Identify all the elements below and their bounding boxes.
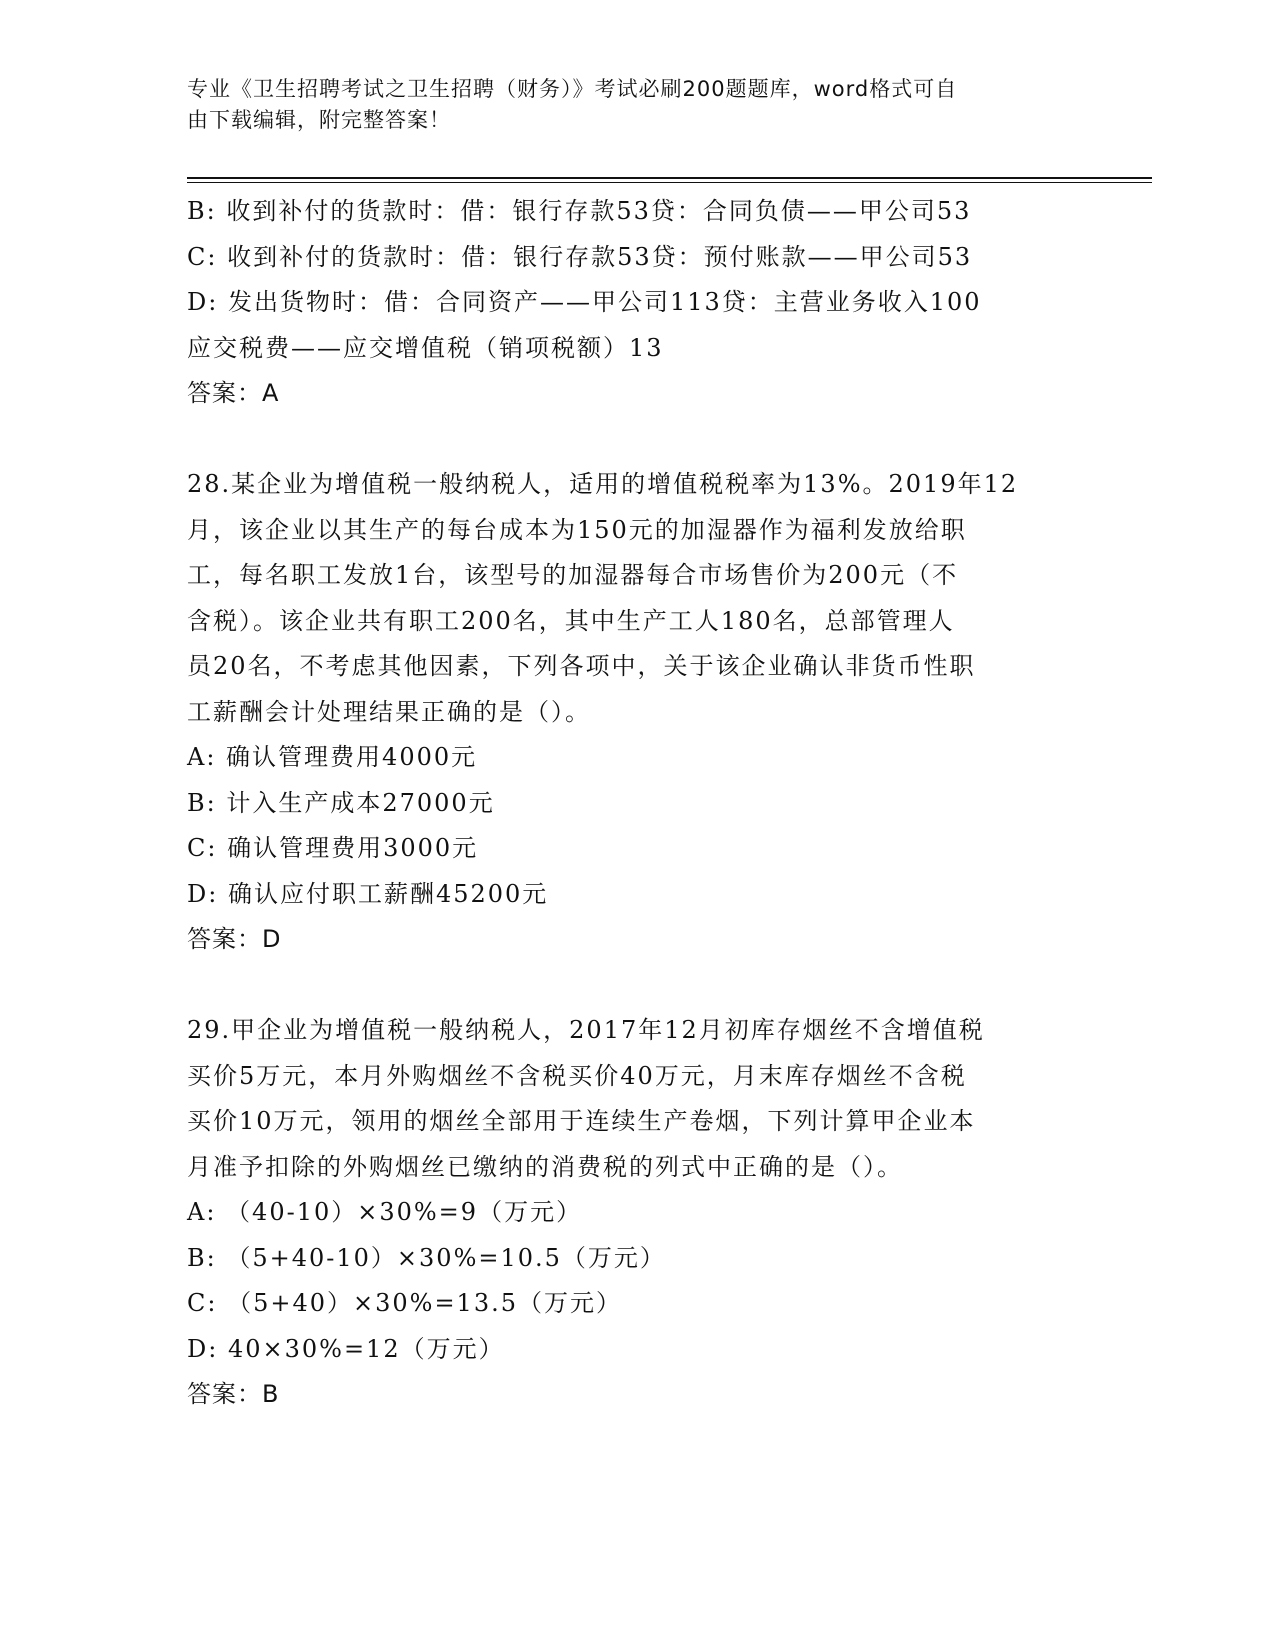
option-b: B: 收到补付的货款时：借：银行存款53贷：合同负债——甲公司53 bbox=[187, 197, 972, 225]
question-text-line: 月，该企业以其生产的每台成本为150元的加湿器作为福利发放给职 bbox=[187, 515, 967, 544]
spacer bbox=[187, 963, 1087, 1009]
question-text-line: 买价10万元，领用的烟丝全部用于连续生产卷烟，下列计算甲企业本 bbox=[187, 1107, 976, 1135]
answer-label: 答案：D bbox=[187, 925, 282, 953]
option-c: C: （5+40）×30%=13.5（万元） bbox=[187, 1289, 622, 1317]
question-text-line: 买价5万元，本月外购烟丝不含税买价40万元，月末库存烟丝不含税 bbox=[187, 1061, 967, 1090]
header-line-1: 专业《卫生招聘考试之卫生招聘（财务）》考试必刷200题题库，word格式可自 bbox=[187, 77, 958, 101]
question-29-block bbox=[187, 1008, 1087, 1418]
answer-label: 答案：B bbox=[187, 1380, 280, 1408]
question-text-line: 员20名，不考虑其他因素，下列各项中，关于该企业确认非货币性职 bbox=[187, 652, 976, 680]
option-d: D: 发出货物时：借：合同资产——甲公司113贷：主营业务收入100 bbox=[187, 288, 982, 316]
question-text-line: 29.甲企业为增值税一般纳税人，2017年12月初库存烟丝不含增值税 bbox=[187, 1016, 985, 1044]
header-line-2: 由下载编辑，附完整答案！ bbox=[187, 108, 451, 132]
question-text-line: 工薪酬会计处理结果正确的是（）。 bbox=[187, 697, 591, 726]
option-d-continued: 应交税费——应交增值税（销项税额）13 bbox=[187, 333, 664, 362]
document-header bbox=[187, 74, 1067, 136]
document-body bbox=[187, 189, 1087, 1418]
option-a: A: （40-10）×30%=9（万元） bbox=[187, 1198, 583, 1226]
option-d: D: 40×30%=12（万元） bbox=[187, 1334, 505, 1363]
question-text-line: 工，每名职工发放1台，该型号的加湿器每合市场售价为200元（不 bbox=[187, 561, 959, 589]
question-text-line: 28.某企业为增值税一般纳税人，适用的增值税税率为13%。2019年12 bbox=[187, 470, 1019, 498]
question-text-line: 含税）。该企业共有职工200名，其中生产工人180名，总部管理人 bbox=[187, 606, 955, 635]
question-text-line: 月准予扣除的外购烟丝已缴纳的消费税的列式中正确的是（）。 bbox=[187, 1152, 903, 1181]
spacer bbox=[187, 417, 1087, 463]
option-a: A: 确认管理费用4000元 bbox=[187, 743, 478, 771]
option-c: C: 收到补付的货款时：借：银行存款53贷：预付账款——甲公司53 bbox=[187, 242, 973, 271]
option-b: B: （5+40-10）×30%=10.5（万元） bbox=[187, 1243, 666, 1272]
header-divider-thin bbox=[187, 182, 1152, 183]
option-c: C: 确认管理费用3000元 bbox=[187, 834, 479, 862]
header-divider-thick bbox=[187, 177, 1152, 179]
option-d: D: 确认应付职工薪酬45200元 bbox=[187, 879, 549, 908]
answer-label: 答案：A bbox=[187, 379, 280, 407]
option-b: B: 计入生产成本27000元 bbox=[187, 788, 495, 817]
previous-question-block bbox=[187, 189, 1087, 417]
question-28-block bbox=[187, 462, 1087, 963]
